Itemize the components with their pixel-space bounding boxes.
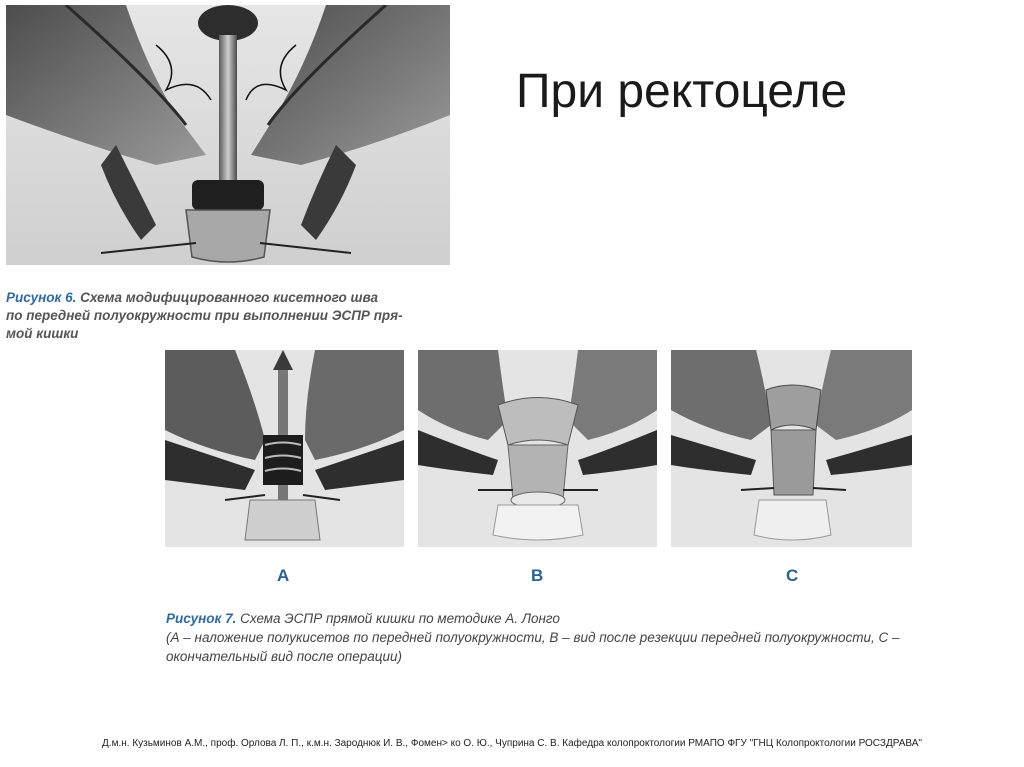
panel-c-drawing [671, 350, 912, 547]
slide-title: При ректоцеле [516, 65, 848, 118]
figure7-panel-a-illustration [165, 350, 404, 547]
figure7-caption-text: Схема ЭСПР прямой кишки по методике А. Лонго [236, 611, 560, 626]
figure6-caption-line: по передней полуокружности при выполнении ЭСПР пря- [6, 308, 403, 323]
panel-a-drawing [165, 350, 404, 547]
figure7-panel-b-illustration [418, 350, 657, 547]
figure7-panel-c-illustration [671, 350, 912, 547]
panel-label-b: B [531, 566, 544, 585]
figure7-caption-title [166, 609, 926, 628]
panel-label-c: C [786, 566, 799, 585]
figure6-caption-line: Схема модифицированного кисетного шва [76, 290, 379, 305]
figure6-illustration [6, 5, 450, 265]
figure7-caption-line: окончательный вид после операции) [166, 649, 402, 664]
slide-footer-credits: Д.м.н. Кузьминов А.М., проф. Орлова Л. П., к.м.н. Зароднюк И. В., Фомен> ко О. Ю., Чуприна С. В. Кафедра колопроктологии РМАПО ФГУ "ГНЦ Колопроктологии РОСЗДРАВА" [102, 738, 922, 749]
panel-b-drawing [418, 350, 657, 547]
figure7-caption [166, 609, 926, 666]
stapler-purse-string-drawing [6, 5, 450, 265]
figure6-caption [6, 289, 456, 343]
figure7-caption-line: (А – наложение полукисетов по передней полуокружности, В – вид после резекции передней полуокружности, С – [166, 630, 900, 645]
figure6-caption-line: мой кишки [6, 326, 79, 341]
figure7-label: Рисунок 7. [166, 611, 237, 626]
figure6-label: Рисунок 6. [6, 290, 77, 305]
panel-label-a: A [277, 566, 290, 585]
